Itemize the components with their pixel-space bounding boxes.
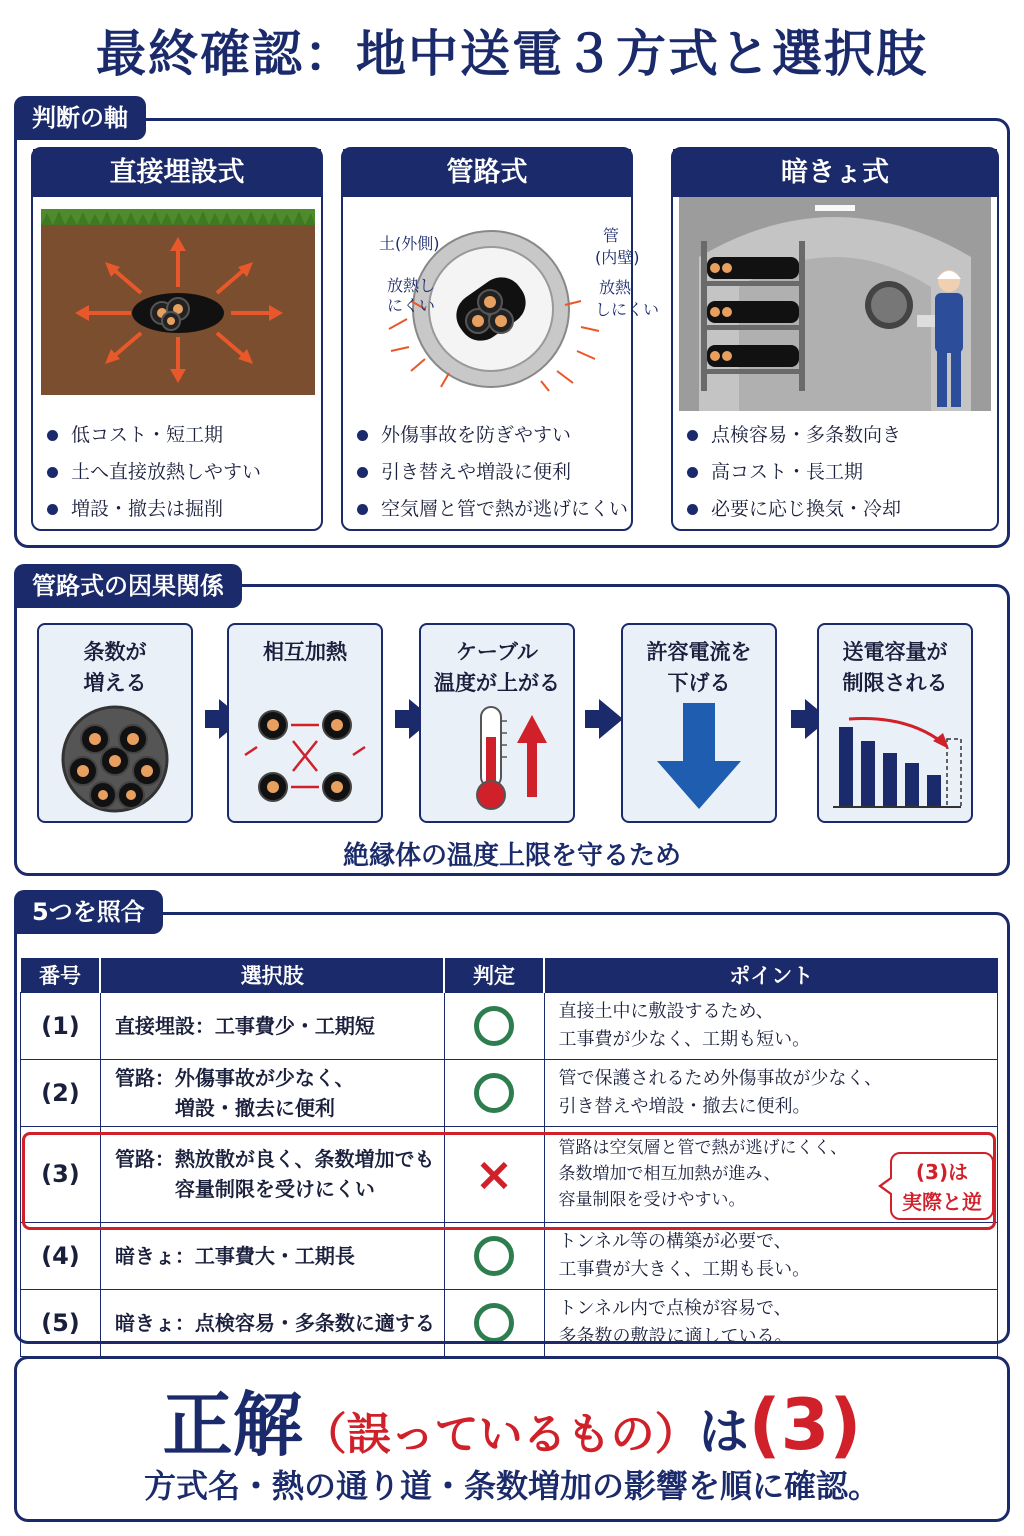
bullet-list bbox=[47, 417, 261, 528]
mutual-heating-icon bbox=[237, 697, 373, 813]
row-point: 管路は空気層と管で熱が逃げにくく、 条数増加で相互加熱が進み、 容量制限を受けやすい。 bbox=[544, 1126, 998, 1222]
row-choice: 管路：熱放散が良く、条数増加でも 容量制限を受けにくい bbox=[100, 1126, 444, 1222]
table-row bbox=[21, 1289, 998, 1356]
correct-circle-icon bbox=[474, 1303, 514, 1343]
bullet-item: 引き替えや増設に便利 bbox=[357, 454, 628, 491]
row-point: トンネル内で点検が容易で、 多条数の敷設に適している。 bbox=[544, 1289, 998, 1356]
bullet-item: 増設・撤去は掘削 bbox=[47, 491, 261, 528]
flow-step-temp-rise bbox=[419, 623, 575, 823]
panel-axes bbox=[14, 118, 1010, 548]
row-number: (5) bbox=[21, 1289, 101, 1356]
pipe-note-line1: 放熱 bbox=[599, 278, 632, 297]
step-label: 条数が 増える bbox=[83, 640, 147, 695]
soil-note-line2: にくい bbox=[387, 296, 436, 315]
card-title: 管路式 bbox=[343, 149, 631, 197]
section-tag-causality: 管路式の因果関係 bbox=[14, 564, 242, 608]
card-direct-burial bbox=[31, 147, 323, 531]
section-tag-check: 5つを照合 bbox=[14, 890, 163, 934]
pipe-note-line2: しにくい bbox=[595, 300, 660, 319]
table-row bbox=[21, 1059, 998, 1126]
conduit-illustration bbox=[351, 209, 660, 395]
row-point: 管で保護されるため外傷事故が少なく、 引き替えや増設・撤去に便利。 bbox=[544, 1059, 998, 1126]
correct-circle-icon bbox=[474, 1006, 514, 1046]
bullet-item: 空気層と管で熱が逃げにくい bbox=[357, 491, 628, 528]
row-choice: 暗きょ：工事費大・工期長 bbox=[100, 1222, 444, 1289]
declining-bars-icon bbox=[827, 697, 963, 813]
header-choice: 選択肢 bbox=[100, 958, 444, 992]
page-title: 最終確認：地中送電３方式と選択肢 bbox=[96, 25, 928, 83]
card-tunnel bbox=[671, 147, 999, 531]
header-verdict: 判定 bbox=[444, 958, 544, 992]
section-tag-axes: 判断の軸 bbox=[14, 96, 146, 140]
flow-step-mutual-heating bbox=[227, 623, 383, 823]
header-point: ポイント bbox=[544, 958, 998, 992]
row-verdict bbox=[444, 992, 544, 1059]
panel-check bbox=[14, 912, 1010, 1347]
answer-box bbox=[14, 1356, 1010, 1522]
table-header-row bbox=[21, 958, 998, 992]
flow-step-more-cables bbox=[37, 623, 193, 823]
soil-note-line1: 放熱し bbox=[387, 276, 436, 295]
row-number: (1) bbox=[21, 992, 101, 1059]
flow-step-capacity-limit bbox=[817, 623, 973, 823]
card-conduit bbox=[341, 147, 660, 531]
answer-qualifier: （誤っているもの） bbox=[302, 1409, 699, 1460]
answer-line bbox=[17, 1369, 1007, 1470]
reverse-callout: (3)は 実際と逆 bbox=[890, 1152, 994, 1220]
panel-causality bbox=[14, 584, 1010, 876]
row-choice: 管路：外傷事故が少なく、 増設・撤去に便利 bbox=[100, 1059, 444, 1126]
step-label: 許容電流を 下げる bbox=[646, 640, 752, 695]
step-label: 相互加熱 bbox=[263, 640, 347, 664]
cable-bundle-icon bbox=[47, 697, 183, 813]
row3-highlight-frame bbox=[22, 1132, 996, 1230]
answer-value: (3) bbox=[748, 1384, 862, 1466]
bullet-item: 必要に応じ換気・冷却 bbox=[687, 491, 901, 528]
step-label: ケーブル 温度が上がる bbox=[434, 640, 560, 695]
row-number: (3) bbox=[21, 1126, 101, 1222]
card-title: 直接埋設式 bbox=[33, 149, 321, 197]
tunnel-illustration bbox=[673, 197, 997, 411]
direct-burial-illustration bbox=[41, 209, 315, 395]
correct-circle-icon bbox=[474, 1236, 514, 1276]
bullet-item: 高コスト・長工期 bbox=[687, 454, 901, 491]
row-number: (2) bbox=[21, 1059, 101, 1126]
bullet-item: 低コスト・短工期 bbox=[47, 417, 261, 454]
wrong-cross-icon: × bbox=[474, 1147, 514, 1201]
card-title: 暗きょ式 bbox=[673, 149, 997, 197]
answer-label: 正解 bbox=[162, 1384, 303, 1466]
header-number: 番号 bbox=[21, 958, 101, 992]
pipe-label-line2: (内壁) bbox=[595, 248, 640, 267]
pipe-label-line1: 管 bbox=[603, 226, 620, 245]
bullet-list bbox=[357, 417, 628, 528]
row-verdict bbox=[444, 1059, 544, 1126]
flow-step-lower-current bbox=[621, 623, 777, 823]
row-verdict bbox=[444, 1289, 544, 1356]
row-number: (4) bbox=[21, 1222, 101, 1289]
bullet-item: 外傷事故を防ぎやすい bbox=[357, 417, 628, 454]
row-choice: 暗きょ：点検容易・多条数に適する bbox=[100, 1289, 444, 1356]
thermometer-icon bbox=[429, 697, 565, 813]
correct-circle-icon bbox=[474, 1073, 514, 1113]
row-point: トンネル等の構築が必要で、 工事費が大きく、工期も長い。 bbox=[544, 1222, 998, 1289]
down-arrow-icon bbox=[631, 697, 767, 813]
table-row bbox=[21, 992, 998, 1059]
bullet-list bbox=[687, 417, 901, 528]
table-row bbox=[21, 1222, 998, 1289]
soil-label: 土(外側) bbox=[379, 234, 440, 253]
causality-caption: 絶縁体の温度上限を守るため bbox=[342, 841, 681, 871]
row-choice: 直接埋設：工事費少・工期短 bbox=[100, 992, 444, 1059]
answer-particle: は bbox=[698, 1403, 749, 1461]
flow-arrow bbox=[599, 699, 623, 739]
step-label: 送電容量が 制限される bbox=[842, 640, 948, 695]
bullet-item: 土へ直接放熱しやすい bbox=[47, 454, 261, 491]
bullet-item: 点検容易・多条数向き bbox=[687, 417, 901, 454]
row-point: 直接土中に敷設するため、 工事費が少なく、工期も短い。 bbox=[544, 992, 998, 1059]
answer-subtext: 方式名・熱の通り道・条数増加の影響を順に確認。 bbox=[143, 1467, 880, 1505]
row-verdict bbox=[444, 1222, 544, 1289]
